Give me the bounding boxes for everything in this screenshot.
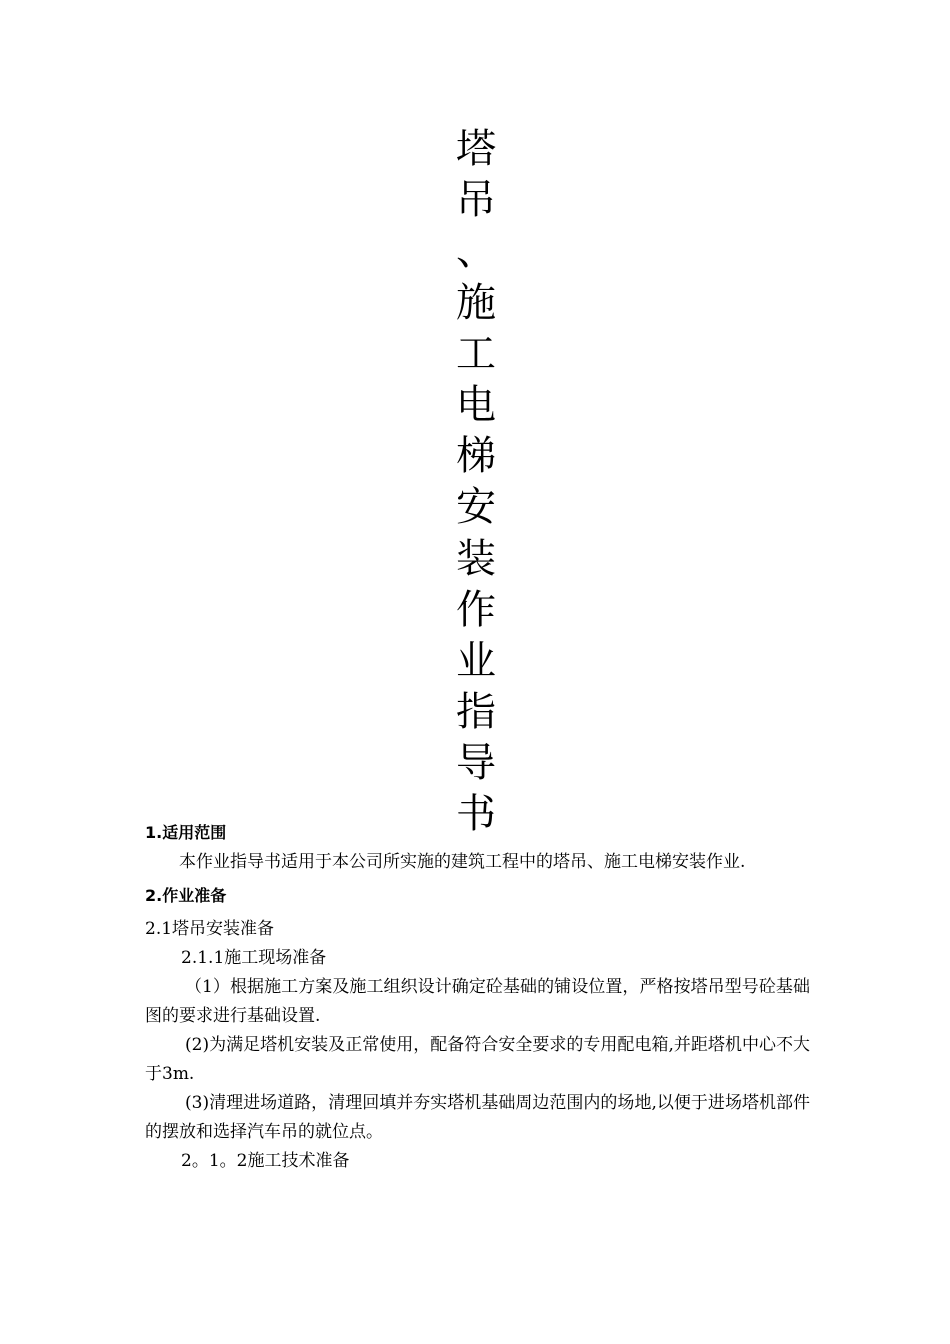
title-char: 导 [456,740,496,787]
document-body [145,818,810,1176]
list-item-2: (2)为满足塔机安装及正常使用，配备符合安全要求的专用配电箱,并距塔机中心不大于3m. [145,1035,810,1084]
title-char: 电 [456,381,496,428]
title-char: 装 [456,535,496,582]
list-item-3: (3)清理进场道路，清理回填并夯实塔机基础周边范围内的场地,以便于进场塔机部件的摆放和选择汽车吊的就位点。 [145,1093,810,1142]
title-char: 作 [456,586,496,633]
title-char: 塔 [456,126,496,172]
subsection-technical-prep: 2。1。2施工技术准备 [181,1151,350,1171]
list-item-1: （1）根据施工方案及施工组织设计确定砼基础的铺设位置，严格按塔吊型号砼基础图的要求进行基础设置. [145,977,810,1026]
section-heading-preparation: 2.作业准备 [145,886,227,905]
subsection-tower-crane-prep: 2.1塔吊安装准备 [145,919,275,939]
title-char: 梯 [456,433,496,480]
title-char: 安 [456,484,496,531]
title-char: 吊 [456,177,496,224]
document-title-vertical [448,124,504,841]
title-char: 施 [456,279,496,326]
title-char: 业 [456,637,496,684]
title-char: 指 [456,689,496,736]
section-heading-scope: 1.适用范围 [145,823,227,842]
title-char: 工 [456,330,496,377]
scope-paragraph: 本作业指导书适用于本公司所实施的建筑工程中的塔吊、施工电梯安装作业. [179,852,746,872]
title-char: 书 [456,791,496,838]
title-char: 、 [456,228,496,275]
subsection-site-prep: 2.1.1施工现场准备 [181,948,327,968]
